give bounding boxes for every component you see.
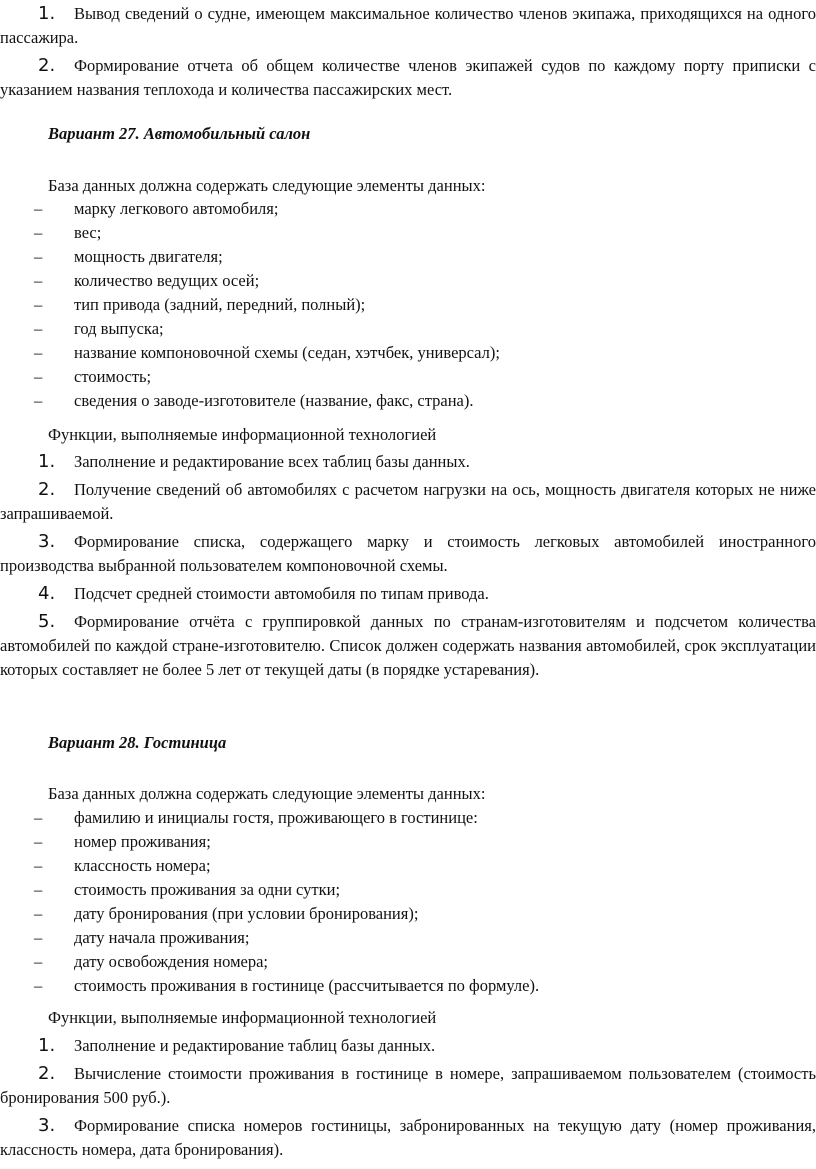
numbered-item (0, 1114, 816, 1162)
item-number: 1. (38, 1035, 56, 1056)
item-text: Подсчет средней стоимости автомобиля по типам привода. (74, 584, 489, 603)
dash-marker: – (34, 247, 43, 266)
list-item-text: год выпуска; (74, 319, 164, 338)
variant-28-intro: База данных должна содержать следующие элементы данных: (48, 784, 486, 803)
item-number: 3. (38, 1115, 56, 1136)
dash-marker: – (34, 856, 43, 875)
list-item-text: дату начала проживания; (74, 928, 250, 947)
numbered-item (0, 1062, 816, 1110)
item-text: Формирование отчета об общем количестве членов экипажей судов по каждому порту приписки с указанием названия теплохода и количества пассажирских мест. (0, 56, 816, 99)
list-item-text: вес; (74, 223, 102, 242)
dash-marker: – (34, 928, 43, 947)
item-number: 4. (38, 583, 56, 604)
item-text: Заполнение и редактирование таблиц базы данных. (74, 1036, 436, 1055)
dash-marker: – (34, 271, 43, 290)
item-number: 1. (38, 451, 56, 472)
variant-27-intro: База данных должна содержать следующие элементы данных: (48, 176, 486, 195)
item-number: 5. (38, 611, 56, 632)
list-item-text: стоимость проживания за одни сутки; (74, 880, 341, 899)
dash-marker: – (34, 199, 43, 218)
dash-marker: – (34, 808, 43, 827)
dash-marker: – (34, 343, 43, 362)
dash-marker: – (34, 367, 43, 386)
variant-28-functions-intro: Функции, выполняемые информационной технологией (48, 1008, 437, 1027)
numbered-item (0, 582, 816, 606)
numbered-item (0, 450, 816, 474)
numbered-item (0, 2, 816, 50)
variant-28-heading: Вариант 28. Гостиница (48, 733, 227, 752)
dash-marker: – (34, 832, 43, 851)
list-item-text: стоимость; (74, 367, 152, 386)
item-text: Формирование списка, содержащего марку и стоимость легковых автомобилей иностранного производства выбранной пользователем компоновочной схемы. (0, 532, 816, 575)
list-item-text: мощность двигателя; (74, 247, 223, 266)
list-item-text: тип привода (задний, передний, полный); (74, 295, 366, 314)
dash-marker: – (34, 952, 43, 971)
list-item-text: стоимость проживания в гостинице (рассчитывается по формуле). (74, 976, 540, 995)
numbered-item (0, 54, 816, 102)
dash-marker: – (34, 319, 43, 338)
list-item-text: дату освобождения номера; (74, 952, 268, 971)
list-item-text: фамилию и инициалы гостя, проживающего в гостинице: (74, 808, 478, 827)
dash-marker: – (34, 295, 43, 314)
item-text: Формирование списка номеров гостиницы, забронированных на текущую дату (номер проживания, классность номера, дата бронирования). (0, 1116, 816, 1159)
numbered-item (0, 610, 816, 682)
dash-marker: – (34, 976, 43, 995)
item-text: Получение сведений об автомобилях с расчетом нагрузки на ось, мощность двигателя которых не ниже запрашиваемой. (0, 480, 816, 523)
numbered-item (0, 530, 816, 578)
list-item-text: марку легкового автомобиля; (74, 199, 279, 218)
variant-27-functions-intro: Функции, выполняемые информационной технологией (48, 425, 437, 444)
list-item-text: название компоновочной схемы (седан, хэтчбек, универсал); (74, 343, 500, 362)
item-number: 2. (38, 55, 56, 76)
numbered-item (0, 1034, 816, 1058)
dash-marker: – (34, 904, 43, 923)
list-item-text: классность номера; (74, 856, 211, 875)
list-item-text: номер проживания; (74, 832, 211, 851)
item-text: Вывод сведений о судне, имеющем максимальное количество членов экипажа, приходящихся на одного пассажира. (0, 4, 816, 47)
previous-variant-functions (0, 2, 816, 106)
list-item-text: дату бронирования (при условии бронирования); (74, 904, 419, 923)
item-number: 2. (38, 479, 56, 500)
list-item-text: сведения о заводе-изготовителе (название, факс, страна). (74, 391, 474, 410)
variant-27-heading: Вариант 27. Автомобильный салон (48, 124, 311, 143)
dash-marker: – (34, 880, 43, 899)
numbered-item (0, 478, 816, 526)
item-text: Формирование отчёта с группировкой данных по странам-изготовителям и подсчетом количества автомобилей по каждой стране-изготовителю. Список должен содержать названия автомобилей, срок эксплуатации которых составляет не более 5 лет от текущей даты (в порядке устаревания). (0, 612, 816, 679)
dash-marker: – (34, 391, 43, 410)
list-item-text: количество ведущих осей; (74, 271, 260, 290)
item-number: 3. (38, 531, 56, 552)
dash-marker: – (34, 223, 43, 242)
item-text: Вычисление стоимости проживания в гостинице в номере, запрашиваемом пользователем (стоимость бронирования 500 руб.). (0, 1064, 816, 1107)
item-number: 1. (38, 3, 56, 24)
variant-27-functions (0, 450, 816, 686)
item-text: Заполнение и редактирование всех таблиц базы данных. (74, 452, 470, 471)
item-number: 2. (38, 1063, 56, 1084)
variant-28-functions (0, 1034, 816, 1166)
